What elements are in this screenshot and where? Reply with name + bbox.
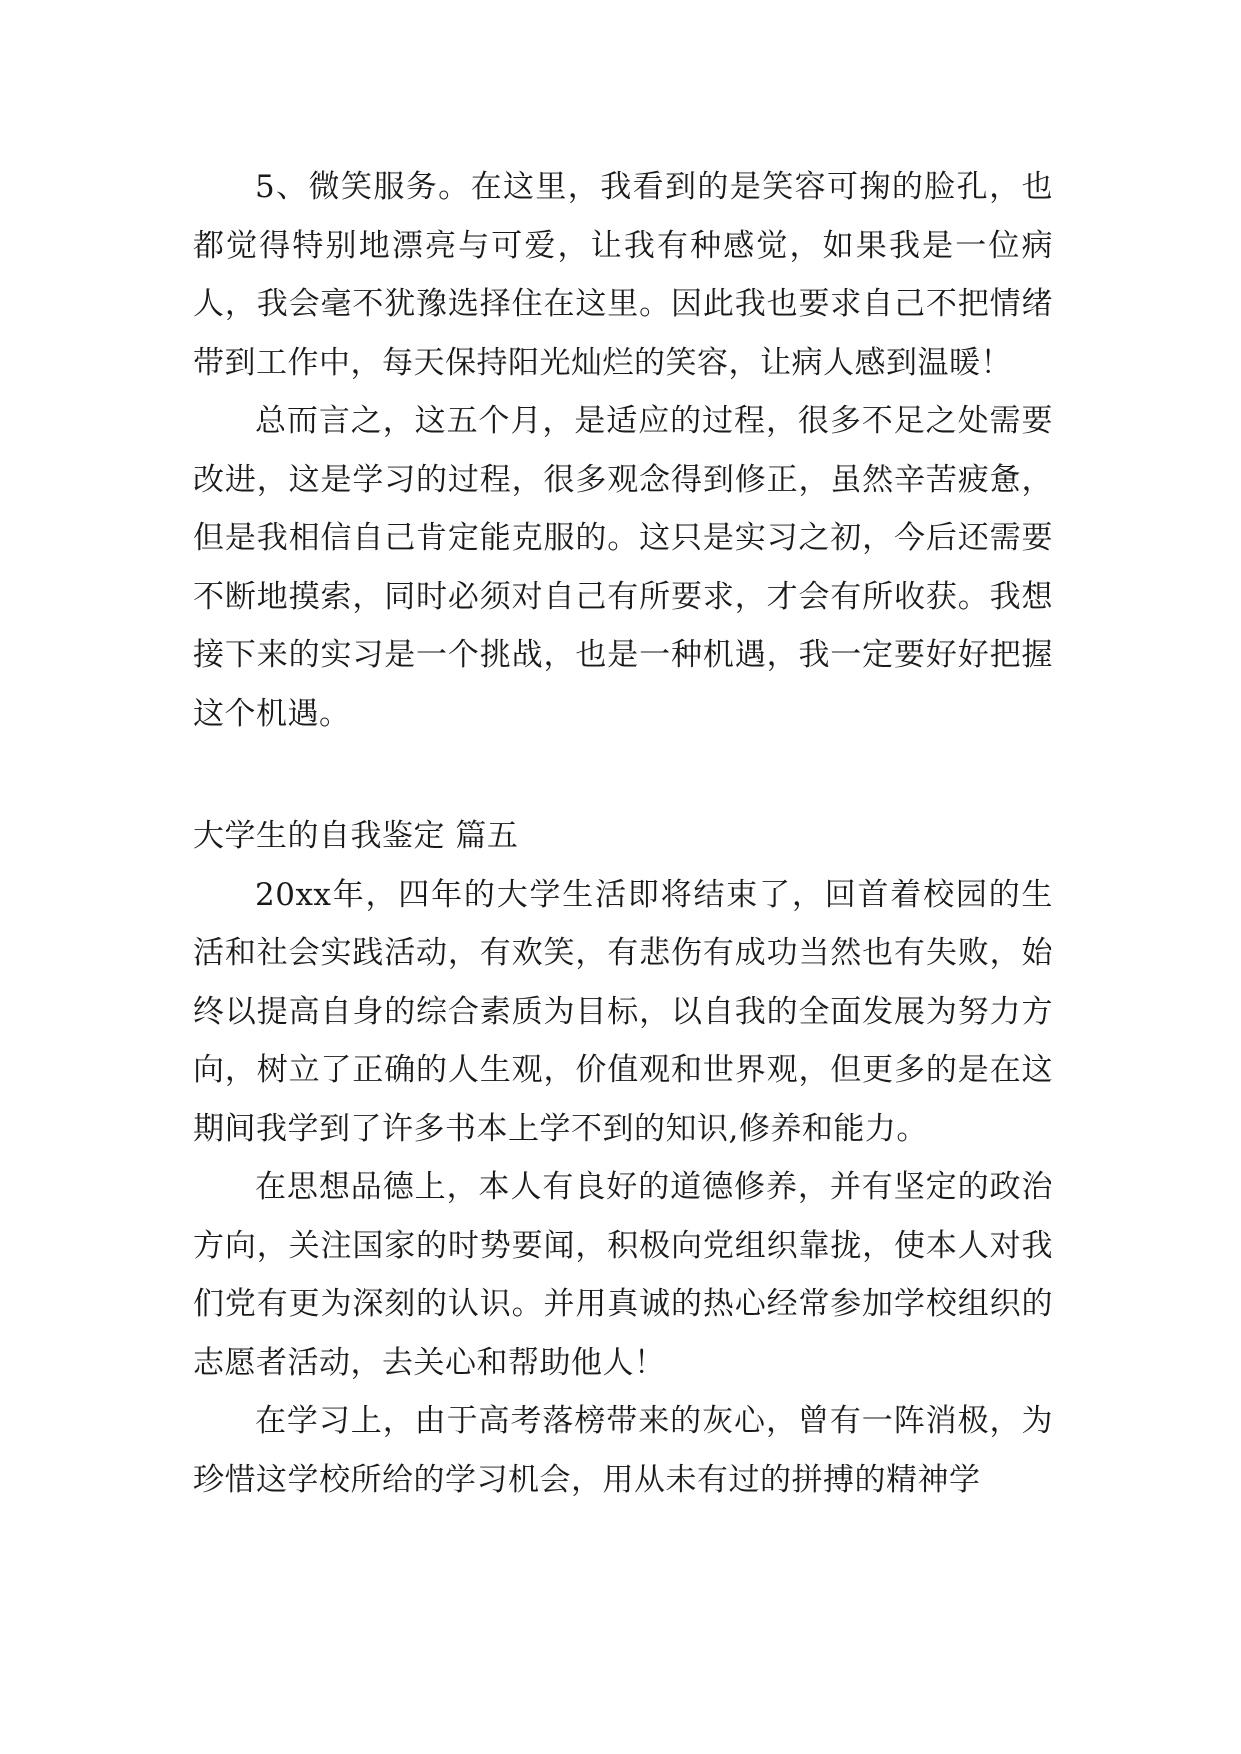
paragraph-summary: 总而言之，这五个月，是适应的过程，很多不足之处需要改进，这是学习的过程，很多观念得到修正，虽然辛苦疲惫，但是我相信自己肯定能克服的。这只是实习之初，今后还需要不断地摸索，同时必须对自己有所要求，才会有所收获。我想接下来的实习是一个挑战，也是一种机遇，我一定要好好把握这个机遇。 <box>193 403 1053 732</box>
paragraph-study: 在学习上，由于高考落榜带来的灰心，曾有一阵消极，为珍惜这学校所给的学习机会，用从未有过的拼搏的精神学 <box>193 1403 1053 1498</box>
paragraph-university-life: 20xx年，四年的大学生活即将结束了，回首着校园的生活和社会实践活动，有欢笑，有悲伤有成功当然也有失败，始终以提高自身的综合素质为目标，以自我的全面发展为努力方向，树立了正确的人生观，价值观和世界观，但更多的是在这期间我学到了许多书本上学不到的知识,修养和能力。 <box>193 876 1053 1147</box>
section-spacer <box>193 743 1053 807</box>
paragraph-moral-character: 在思想品德上，本人有良好的道德修养，并有坚定的政治方向，关注国家的时势要闻，积极向党组织靠拢，使本人对我们党有更为深刻的认识。并用真诚的热心经常参加学校组织的志愿者活动，去关心和帮助他人！ <box>193 1169 1053 1381</box>
paragraph-smile-service: 5、微笑服务。在这里，我看到的是笑容可掬的脸孔，也都觉得特别地漂亮与可爱，让我有种感觉，如果我是一位病人，我会毫不犹豫选择住在这里。因此我也要求自己不把情绪带到工作中，每天保持阳光灿烂的笑容，让病人感到温暖！ <box>193 169 1053 381</box>
document-body <box>193 158 1053 1509</box>
section-heading: 大学生的自我鉴定 篇五 <box>193 818 519 854</box>
